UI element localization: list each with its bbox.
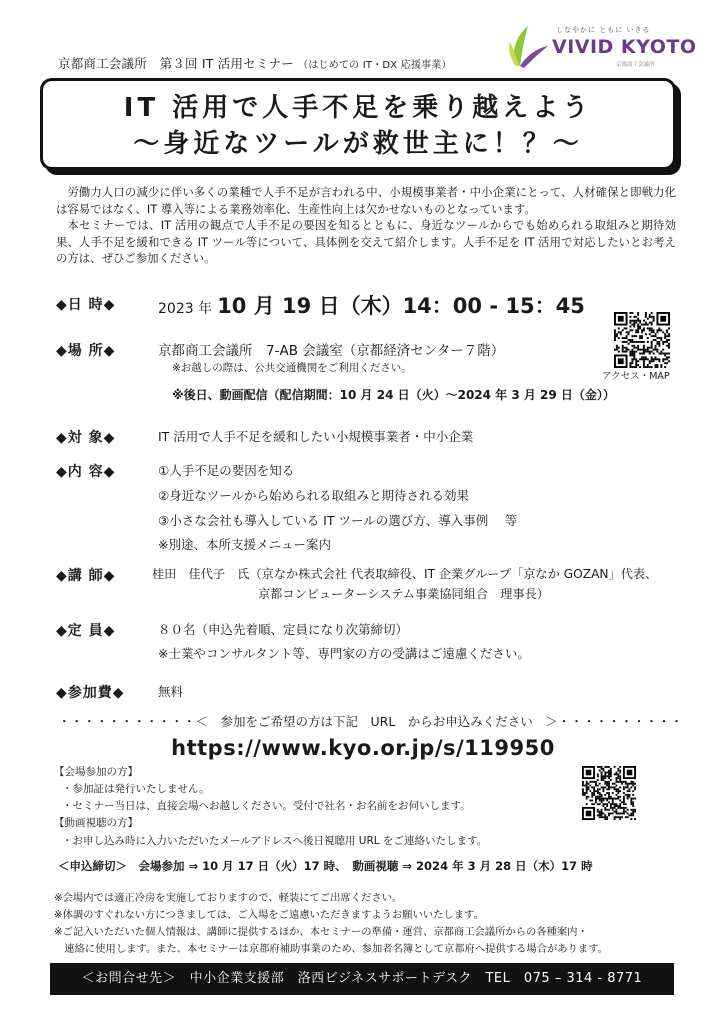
logo-leaf-icon bbox=[506, 24, 550, 70]
stream-period: ※後日、動画配信（配信期間：10 月 24 日（火）～2024 年 3 月 29 日（金）） bbox=[172, 388, 615, 402]
lecturer-line-2: 京都コンピューターシステム事業協同組合 理事長） bbox=[258, 587, 550, 601]
onsite-heading: 【会場参加の方】 bbox=[54, 766, 138, 778]
content-item-4: ※別途、本所支援メニュー案内 bbox=[158, 537, 331, 552]
datetime-label: ◆日 時◆ bbox=[56, 297, 116, 313]
title-line-2: ～身近なツールが救世主に！？～ bbox=[133, 129, 583, 159]
apply-instruction: ・・・・・・・・・・・＜ 参加をご希望の方は下記 URL からお申込みください ＞・・・・・・・・・・ bbox=[58, 714, 683, 729]
logo-subtext: 京都商工会議所 bbox=[616, 62, 655, 68]
footnotes bbox=[54, 890, 608, 958]
apply-url-link[interactable]: https://www.kyo.or.jp/s/119950 bbox=[171, 736, 555, 760]
lecturer-label: ◆講 師◆ bbox=[56, 568, 116, 584]
datetime-year: 2023 年 bbox=[158, 301, 213, 317]
logo-tagline: しなやかに ともに いきる bbox=[556, 26, 651, 34]
capacity-note: ※士業やコンサルタント等、専門家の方の受講はご遠慮ください。 bbox=[158, 646, 530, 661]
onsite-item-2: ・セミナー当日は、直接会場へお越しください。受付で社名・お名前をお伺いします。 bbox=[62, 800, 471, 812]
datetime-value bbox=[158, 290, 585, 320]
access-map-qr-icon[interactable] bbox=[614, 312, 670, 368]
fee-label: ◆参加費◆ bbox=[56, 685, 125, 701]
organizer-text: 京都商工会議所 第３回 IT 活用セミナー bbox=[58, 56, 294, 71]
online-heading: 【動画視聴の方】 bbox=[54, 817, 138, 829]
venue-note: ※お越しの際は、公共交通機関をご利用ください。 bbox=[172, 362, 412, 374]
content-label: ◆内 容◆ bbox=[56, 464, 116, 480]
lecturer-line-1: 桂田 佳代子 氏（京なか株式会社 代表取締役、IT 企業グループ「京なか GOZAN」代表、 bbox=[152, 567, 658, 581]
contact-bar: ＜お問合せ先＞ 中小企業支援部 洛西ビジネスサポートデスク TEL 075 – 314 - 8771 bbox=[50, 963, 674, 995]
title-box bbox=[40, 78, 676, 170]
datetime-date: 10 月 19 日（木）14：00 - 15：45 bbox=[217, 294, 585, 318]
capacity-value: ８０名（申込先着順、定員になり次第締切） bbox=[158, 622, 409, 637]
online-item-1: ・お申し込み時に入力いただいたメールアドレスへ後日視聴用 URL をご連絡いたします。 bbox=[62, 835, 488, 847]
venue-label: ◆場 所◆ bbox=[56, 343, 116, 359]
capacity-label: ◆定 員◆ bbox=[56, 623, 116, 639]
access-map-caption: アクセス・MAP bbox=[602, 371, 670, 382]
organizer-line bbox=[58, 54, 452, 72]
fee-value: 無料 bbox=[158, 684, 184, 699]
deadline-line: ＜申込締切＞ 会場参加 ⇒ 10 月 17 日（火）17 時、 動画視聴 ⇒ 2024 年 3 月 28 日（木）17 時 bbox=[58, 859, 593, 873]
organizer-note: （はじめての IT・DX 応援事業） bbox=[298, 60, 452, 71]
content-item-2: ②身近なツールから始められる取組みと期待される効果 bbox=[158, 488, 469, 503]
target-value: IT 活用で人手不足を緩和したい小規模事業者・中小企業 bbox=[158, 429, 474, 444]
intro-paragraph-2: 本セミナーでは、IT 活用の観点で人手不足の要因を知るとともに、身近なツールからでも始められる取組みと期待効果、人手不足を緩和できる IT ツール等について、具体例を交えて紹介します。人手不足を IT 活用で対応したいとお考えの方は、ぜひご参加ください。 bbox=[56, 218, 676, 265]
footnote-2: ※体調のすぐれない方につきましては、ご入場をご遠慮いただきますようお願いいたします。 bbox=[54, 909, 484, 921]
vivid-kyoto-logo bbox=[506, 22, 697, 72]
footnote-4: 連絡に使用します。また、本セミナーは京都府補助事業のため、参加者名簿として京都府へ提供する場合があります。 bbox=[54, 943, 608, 955]
content-item-1: ①人手不足の要因を知る bbox=[158, 463, 295, 478]
logo-wordmark: VIVID KYOTO bbox=[552, 36, 697, 58]
footnote-3: ※ご記入いただいた個人情報は、講師に提供するほか、本セミナーの準備・運営、京都商工会議所からの各種案内・ bbox=[54, 926, 588, 938]
title-line-1: IT 活用で人手不足を乗り越えよう bbox=[123, 93, 593, 123]
intro-text bbox=[56, 184, 676, 267]
footnote-1: ※会場内では適正冷房を実施しておりますので、軽装にてご出席ください。 bbox=[54, 892, 403, 904]
content-item-3: ③小さな会社も導入している IT ツールの選び方、導入事例 等 bbox=[158, 513, 518, 528]
onsite-item-1: ・参加証は発行いたしません。 bbox=[62, 783, 210, 795]
venue-value: 京都商工会議所 7-AB 会議室（京都経済センター７階） bbox=[158, 343, 505, 359]
intro-paragraph-1: 労働力人口の減少に伴い多くの業種で人手不足が言われる中、小規模事業者・中小企業にとって、人材確保と即戦力化は容易ではなく、IT 導入等による業務効率化、生産性向上は欠かせないものとなっています。 bbox=[56, 185, 676, 216]
apply-qr-icon[interactable] bbox=[582, 766, 636, 820]
target-label: ◆対 象◆ bbox=[56, 430, 116, 446]
